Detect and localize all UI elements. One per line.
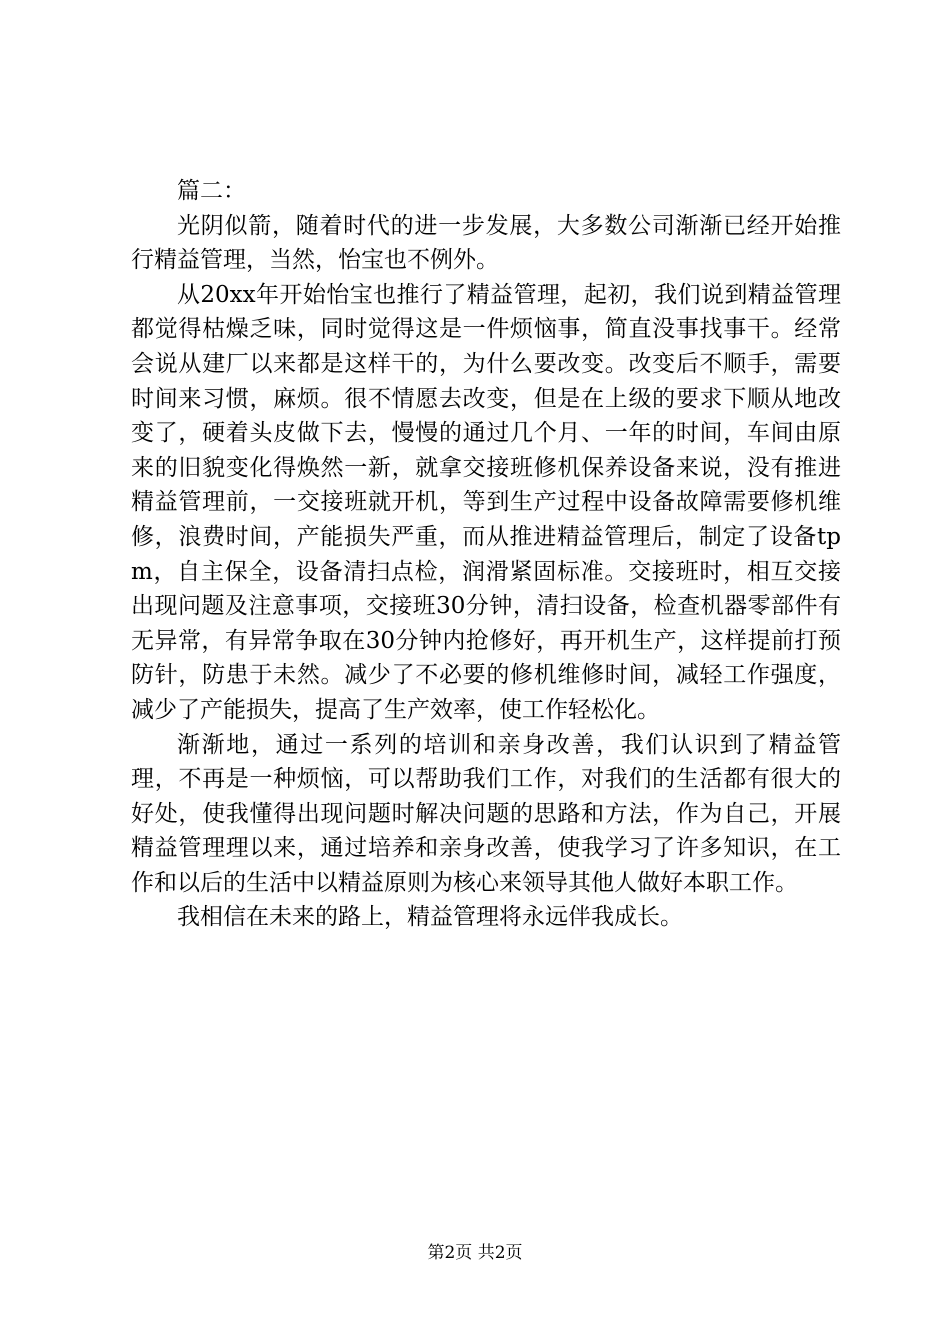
paragraph-1: 光阴似箭，随着时代的进一步发展，大多数公司渐渐已经开始推行精益管理，当然，怡宝也不例外。 — [131, 212, 841, 274]
section-heading: 篇二： — [177, 178, 246, 204]
document-body — [131, 174, 841, 935]
paragraph-2: 从20xx年开始怡宝也推行了精益管理，起初，我们说到精益管理都觉得枯燥乏味，同时觉得这是一件烦恼事，简直没事找事干。经常会说从建厂以来都是这样干的，为什么要改变。改变后不顺手，需要时间来习惯，麻烦。很不情愿去改变，但是在上级的要求下顺从地改变了，硬着头皮做下去，慢慢的通过几个月、一年的时间，车间由原来的旧貌变化得焕然一新，就拿交接班修机保养设备来说，没有推进精益管理前，一交接班就开机，等到生产过程中设备故障需要修机维修，浪费时间，产能损失严重，而从推进精益管理后，制定了设备tpm，自主保全，设备清扫点检，润滑紧固标准。交接班时，相互交接出现问题及注意事项，交接班30分钟，清扫设备，检查机器零部件有无异常，有异常争取在30分钟内抢修好，再开机生产，这样提前打预防针，防患于未然。减少了不必要的修机维修时间，减轻工作强度，减少了产能损失，提高了生产效率，使工作轻松化。 — [131, 281, 841, 723]
page-footer: 第2页 共2页 — [427, 1243, 523, 1263]
paragraph-3: 渐渐地，通过一系列的培训和亲身改善，我们认识到了精益管理，不再是一种烦恼，可以帮助我们工作，对我们的生活都有很大的好处，使我懂得出现问题时解决问题的思路和方法，作为自己，开展精益管理理以来，通过培养和亲身改善，使我学习了许多知识，在工作和以后的生活中以精益原则为核心来领导其他人做好本职工作。 — [131, 731, 841, 896]
paragraph-4: 我相信在未来的路上，精益管理将永远伴我成长。 — [177, 904, 683, 931]
